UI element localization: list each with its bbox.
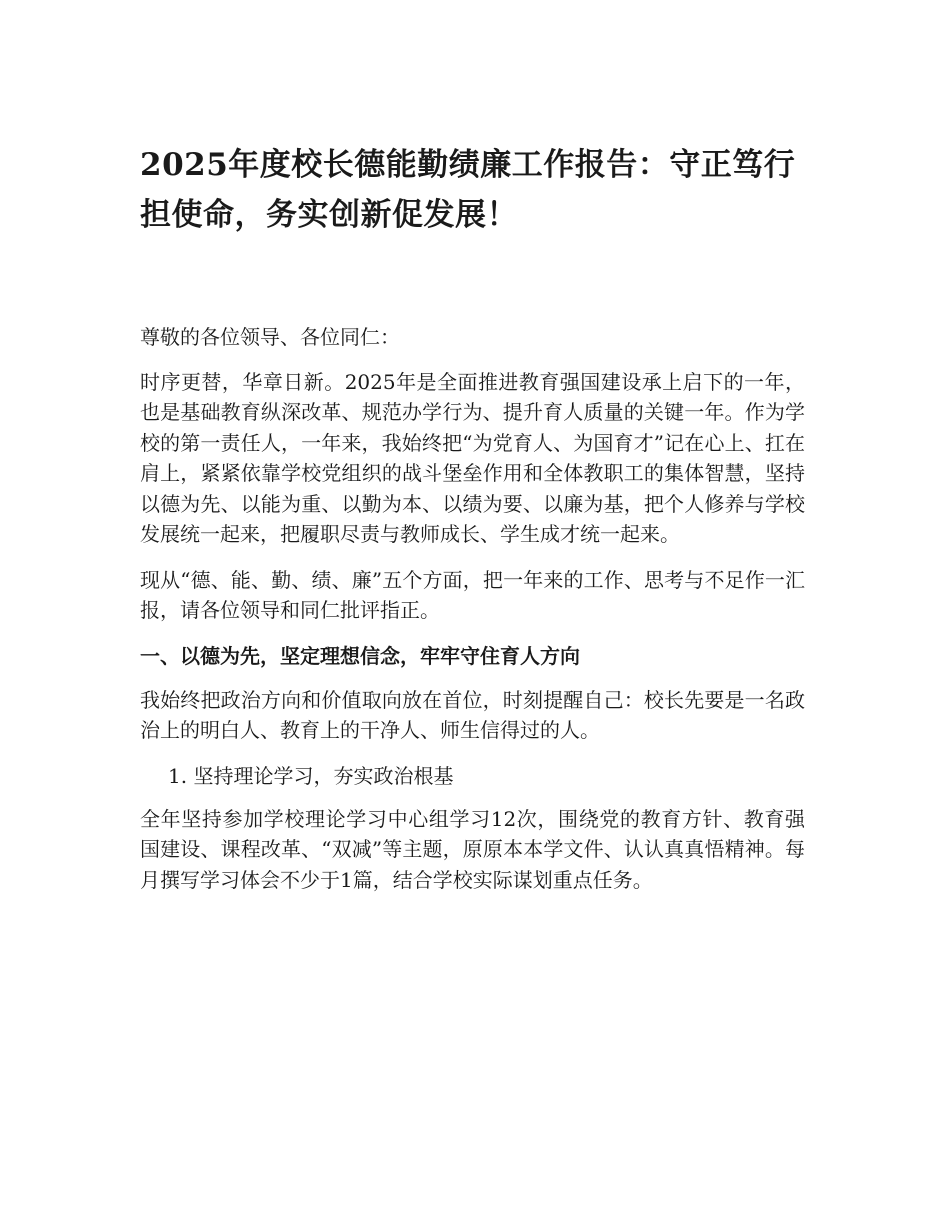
intro-paragraph: 时序更替，华章日新。2025年是全面推进教育强国建设承上启下的一年，也是基础教育纵深改革、规范办学行为、提升育人质量的关键一年。作为学校的第一责任人，一年来，我始终把“为党育人、为国育才”记在心上、扛在肩上，紧紧依靠学校党组织的战斗堡垒作用和全体教职工的集体智慧，坚持以德为先、以能为重、以勤为本、以绩为要、以廉为基，把个人修养与学校发展统一起来，把履职尽责与教师成长、学生成才统一起来。: [140, 369, 805, 546]
document-page: [140, 140, 805, 910]
section-heading-1: 一、以德为先，坚定理想信念，牢牢守住育人方向: [140, 643, 580, 668]
subsection-heading-1-1: 1. 坚持理论学习，夯实政治根基: [168, 763, 454, 788]
section-1-paragraph: 我始终把政治方向和价值取向放在首位，时刻提醒自己：校长先要是一名政治上的明白人、教育上的干净人、师生信得过的人。: [140, 687, 805, 742]
salutation: 尊敬的各位领导、各位同仁：: [140, 325, 400, 349]
document-title: 2025年度校长德能勤绩廉工作报告：守正笃行担使命，务实创新促发展！: [140, 147, 796, 233]
subsection-1-1-paragraph: 全年坚持参加学校理论学习中心组学习12次，围绕党的教育方针、教育强国建设、课程改革、“双减”等主题，原原本本学文件、认认真真悟精神。每月撰写学习体会不少于1篇，结合学校实际谋划重点任务。: [140, 806, 805, 892]
overview-paragraph: 现从“德、能、勤、绩、廉”五个方面，把一年来的工作、思考与不足作一汇报，请各位领导和同仁批评指正。: [140, 567, 805, 622]
document-body: [140, 322, 805, 895]
